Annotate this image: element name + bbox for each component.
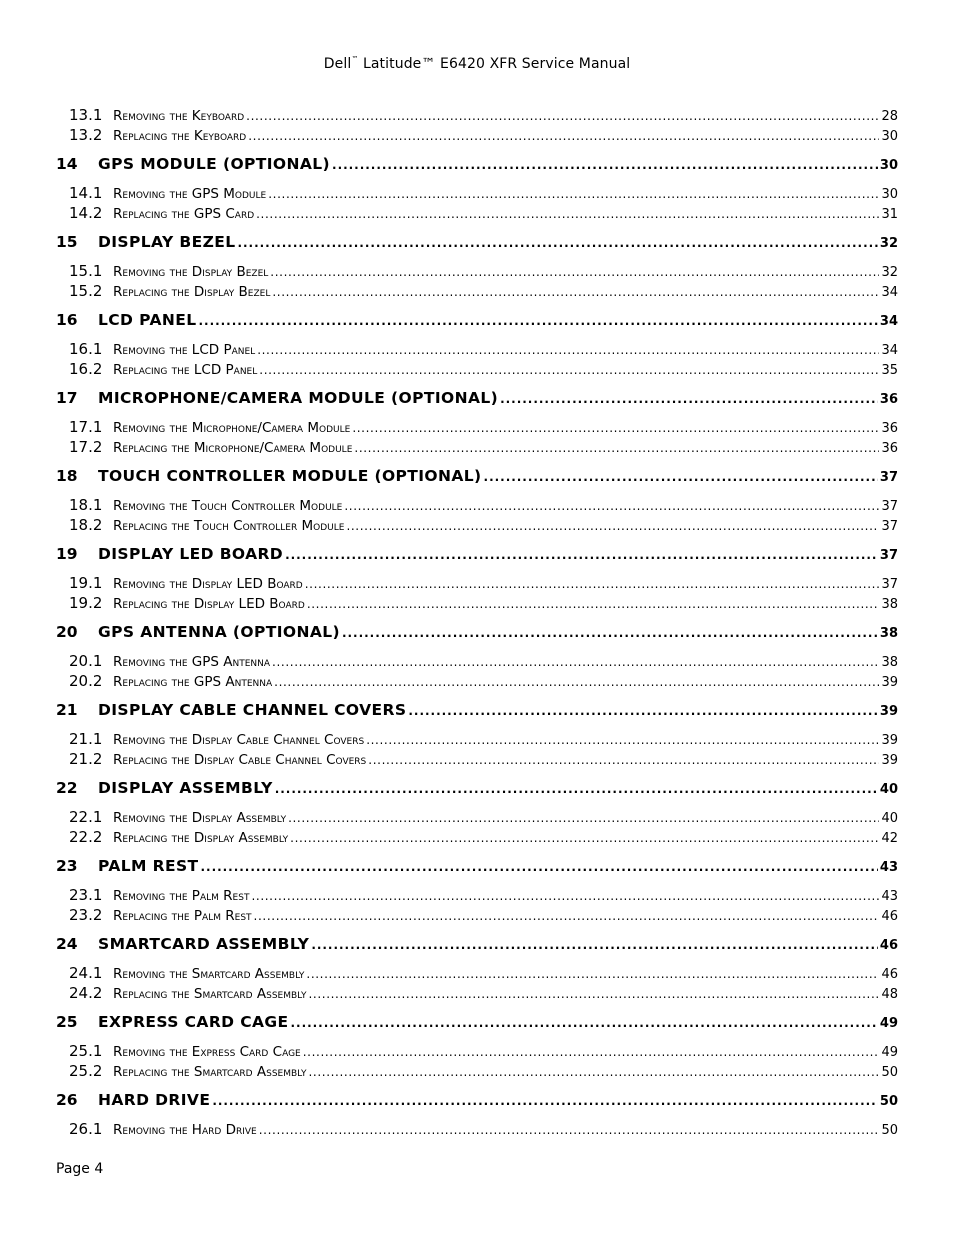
- toc-entry-title: Replacing the Microphone/Camera Module: [113, 440, 353, 456]
- toc-entry-page: 32: [879, 236, 898, 251]
- toc-section-entry[interactable]: [56, 360, 898, 380]
- toc-entry-page: 30: [879, 158, 898, 173]
- toc-chapter-entry[interactable]: [56, 779, 898, 801]
- toc-dot-leader: [256, 207, 879, 221]
- toc-section-entry[interactable]: [56, 184, 898, 204]
- toc-section-entry[interactable]: [56, 828, 898, 848]
- toc-dot-leader: [274, 675, 879, 689]
- page-header: [0, 55, 954, 72]
- toc-entry-number: 16.2: [69, 360, 103, 378]
- toc-entry-page: 46: [879, 938, 898, 953]
- toc-dot-leader: [303, 1045, 880, 1059]
- toc-entry-number: 14.2: [69, 204, 103, 222]
- toc-entry-page: 38: [881, 597, 898, 612]
- toc-entry-page: 39: [881, 753, 898, 768]
- toc-chapter-entry[interactable]: [56, 1013, 898, 1035]
- toc-entry-title: DISPLAY ASSEMBLY: [98, 779, 273, 797]
- toc-entry-page: 49: [879, 1016, 898, 1031]
- toc-dot-leader: [275, 782, 878, 796]
- toc-entry-page: 50: [881, 1065, 898, 1080]
- toc-dot-leader: [352, 421, 879, 435]
- toc-entry-title: Removing the Display Bezel: [113, 264, 269, 280]
- toc-section-entry[interactable]: [56, 964, 898, 984]
- toc-dot-leader: [368, 753, 879, 767]
- header-brand: Dell: [323, 56, 352, 72]
- toc-section-entry[interactable]: [56, 282, 898, 302]
- toc-entry-number: 20.1: [69, 652, 103, 670]
- toc-entry-title: DISPLAY CABLE CHANNEL COVERS: [98, 701, 407, 719]
- toc-entry-number: 26: [56, 1091, 78, 1109]
- toc-dot-leader: [354, 441, 879, 455]
- toc-entry-number: 22: [56, 779, 78, 797]
- toc-entry-number: 21.1: [69, 730, 103, 748]
- toc-section-entry[interactable]: [56, 984, 898, 1004]
- toc-entry-number: 17.2: [69, 438, 103, 456]
- toc-entry-number: 13.1: [69, 106, 103, 124]
- toc-entry-page: 43: [879, 860, 898, 875]
- toc-entry-page: 42: [881, 831, 898, 846]
- table-of-contents: [56, 106, 898, 1140]
- toc-entry-number: 20: [56, 623, 78, 641]
- toc-entry-title: DISPLAY BEZEL: [98, 233, 236, 251]
- toc-entry-number: 18: [56, 467, 78, 485]
- toc-entry-title: EXPRESS CARD CAGE: [98, 1013, 289, 1031]
- toc-entry-page: 37: [881, 499, 898, 514]
- toc-dot-leader: [500, 392, 878, 406]
- toc-entry-page: 30: [881, 187, 898, 202]
- page-footer: [56, 1161, 103, 1177]
- toc-entry-page: 50: [881, 1123, 898, 1138]
- toc-entry-title: GPS MODULE (OPTIONAL): [98, 155, 331, 173]
- toc-entry-number: 22.1: [69, 808, 103, 826]
- toc-dot-leader: [237, 236, 877, 250]
- toc-entry-number: 26.1: [69, 1120, 103, 1138]
- toc-entry-title: Replacing the Smartcard Assembly: [113, 986, 307, 1002]
- toc-entry-page: 39: [879, 704, 898, 719]
- toc-dot-leader: [270, 265, 879, 279]
- toc-entry-title: Replacing the Keyboard: [113, 128, 247, 144]
- toc-entry-number: 15.2: [69, 282, 103, 300]
- toc-entry-page: 38: [879, 626, 898, 641]
- toc-entry-page: 46: [881, 967, 898, 982]
- toc-dot-leader: [408, 704, 878, 718]
- toc-chapter-entry[interactable]: [56, 857, 898, 879]
- toc-entry-page: 31: [881, 207, 898, 222]
- toc-dot-leader: [246, 109, 879, 123]
- toc-dot-leader: [305, 577, 880, 591]
- toc-dot-leader: [288, 811, 879, 825]
- toc-chapter-entry[interactable]: [56, 389, 898, 411]
- toc-entry-title: Removing the Display Cable Channel Covers: [113, 732, 365, 748]
- toc-section-entry[interactable]: [56, 594, 898, 614]
- toc-entry-number: 24.1: [69, 964, 103, 982]
- toc-entry-number: 18.2: [69, 516, 103, 534]
- toc-entry-page: 48: [881, 987, 898, 1002]
- toc-entry-title: Replacing the Smartcard Assembly: [113, 1064, 307, 1080]
- toc-entry-title: Removing the Keyboard: [113, 108, 245, 124]
- toc-entry-number: 19.1: [69, 574, 103, 592]
- toc-entry-page: 37: [879, 548, 898, 563]
- toc-section-entry[interactable]: [56, 750, 898, 770]
- toc-section-entry[interactable]: [56, 516, 898, 536]
- toc-entry-number: 14.1: [69, 184, 103, 202]
- toc-section-entry[interactable]: [56, 496, 898, 516]
- toc-entry-title: HARD DRIVE: [98, 1091, 211, 1109]
- toc-entry-number: 25.2: [69, 1062, 103, 1080]
- toc-entry-number: 21: [56, 701, 78, 719]
- toc-entry-title: Replacing the Display LED Board: [113, 596, 305, 612]
- toc-entry-title: Removing the Palm Rest: [113, 888, 250, 904]
- toc-entry-number: 17: [56, 389, 78, 407]
- toc-entry-title: Removing the Smartcard Assembly: [113, 966, 305, 982]
- toc-entry-number: 13.2: [69, 126, 103, 144]
- toc-entry-number: 17.1: [69, 418, 103, 436]
- toc-dot-leader: [251, 889, 879, 903]
- toc-dot-leader: [344, 499, 879, 513]
- toc-entry-title: Replacing the Touch Controller Module: [113, 518, 345, 534]
- toc-dot-leader: [366, 733, 879, 747]
- toc-entry-page: 36: [881, 441, 898, 456]
- toc-dot-leader: [259, 1123, 880, 1137]
- toc-section-entry[interactable]: [56, 886, 898, 906]
- toc-entry-page: 36: [879, 392, 898, 407]
- toc-entry-page: 43: [881, 889, 898, 904]
- toc-chapter-entry[interactable]: [56, 545, 898, 567]
- toc-entry-page: 34: [881, 285, 898, 300]
- toc-chapter-entry[interactable]: [56, 233, 898, 255]
- toc-entry-page: 39: [881, 733, 898, 748]
- toc-section-entry[interactable]: [56, 1120, 898, 1140]
- toc-entry-number: 18.1: [69, 496, 103, 514]
- toc-entry-number: 16: [56, 311, 78, 329]
- toc-entry-number: 24.2: [69, 984, 103, 1002]
- toc-dot-leader: [257, 343, 879, 357]
- toc-dot-leader: [332, 158, 878, 172]
- toc-entry-page: 35: [881, 363, 898, 378]
- page-number: Page 4: [56, 1161, 104, 1177]
- toc-entry-title: Replacing the Display Cable Channel Covers: [113, 752, 367, 768]
- toc-entry-title: Removing the LCD Panel: [113, 342, 256, 358]
- toc-section-entry[interactable]: [56, 126, 898, 146]
- toc-section-entry[interactable]: [56, 652, 898, 672]
- toc-section-entry[interactable]: [56, 106, 898, 126]
- toc-entry-number: 21.2: [69, 750, 103, 768]
- toc-section-entry[interactable]: [56, 438, 898, 458]
- toc-section-entry[interactable]: [56, 340, 898, 360]
- toc-entry-number: 22.2: [69, 828, 103, 846]
- toc-dot-leader: [484, 470, 878, 484]
- toc-entry-number: 15.1: [69, 262, 103, 280]
- toc-entry-page: 49: [881, 1045, 898, 1060]
- toc-section-entry[interactable]: [56, 262, 898, 282]
- toc-entry-number: 25.1: [69, 1042, 103, 1060]
- toc-entry-page: 37: [881, 577, 898, 592]
- toc-chapter-entry[interactable]: [56, 467, 898, 489]
- toc-entry-title: DISPLAY LED BOARD: [98, 545, 284, 563]
- toc-section-entry[interactable]: [56, 672, 898, 692]
- toc-entry-title: Removing the Microphone/Camera Module: [113, 420, 351, 436]
- toc-entry-title: Removing the Display LED Board: [113, 576, 303, 592]
- toc-dot-leader: [272, 285, 879, 299]
- toc-entry-page: 28: [881, 109, 898, 124]
- toc-entry-title: TOUCH CONTROLLER MODULE (OPTIONAL): [98, 467, 482, 485]
- toc-dot-leader: [291, 1016, 878, 1030]
- toc-entry-title: Replacing the LCD Panel: [113, 362, 258, 378]
- toc-dot-leader: [248, 129, 879, 143]
- toc-dot-leader: [306, 967, 879, 981]
- toc-dot-leader: [268, 187, 879, 201]
- toc-entry-number: 24: [56, 935, 78, 953]
- toc-entry-title: LCD PANEL: [98, 311, 197, 329]
- toc-section-entry[interactable]: [56, 808, 898, 828]
- toc-entry-page: 46: [881, 909, 898, 924]
- toc-chapter-entry[interactable]: [56, 623, 898, 645]
- toc-dot-leader: [290, 831, 879, 845]
- toc-dot-leader: [308, 1065, 879, 1079]
- toc-entry-page: 36: [881, 421, 898, 436]
- toc-entry-page: 40: [879, 782, 898, 797]
- toc-section-entry[interactable]: [56, 730, 898, 750]
- toc-dot-leader: [342, 626, 878, 640]
- toc-entry-title: Replacing the Palm Rest: [113, 908, 252, 924]
- trademark-mark: ™: [351, 55, 359, 63]
- toc-dot-leader: [201, 860, 878, 874]
- toc-entry-title: Replacing the GPS Card: [113, 206, 255, 222]
- toc-entry-number: 16.1: [69, 340, 103, 358]
- toc-entry-title: Removing the Hard Drive: [113, 1122, 257, 1138]
- header-title: Latitude™ E6420 XFR Service Manual: [358, 56, 631, 72]
- toc-chapter-entry[interactable]: [56, 155, 898, 177]
- toc-dot-leader: [346, 519, 879, 533]
- toc-section-entry[interactable]: [56, 906, 898, 926]
- toc-entry-page: 40: [881, 811, 898, 826]
- toc-section-entry[interactable]: [56, 418, 898, 438]
- toc-entry-title: Replacing the Display Bezel: [113, 284, 271, 300]
- toc-dot-leader: [308, 987, 879, 1001]
- toc-dot-leader: [307, 597, 880, 611]
- toc-entry-page: 34: [879, 314, 898, 329]
- toc-entry-number: 19.2: [69, 594, 103, 612]
- toc-entry-title: Removing the Express Card Cage: [113, 1044, 301, 1060]
- toc-entry-page: 32: [881, 265, 898, 280]
- toc-entry-number: 23.1: [69, 886, 103, 904]
- toc-entry-number: 23: [56, 857, 78, 875]
- toc-entry-number: 20.2: [69, 672, 103, 690]
- toc-entry-title: PALM REST: [98, 857, 199, 875]
- toc-chapter-entry[interactable]: [56, 935, 898, 957]
- toc-entry-page: 37: [881, 519, 898, 534]
- toc-entry-title: Replacing the Display Assembly: [113, 830, 289, 846]
- toc-entry-title: MICROPHONE/CAMERA MODULE (OPTIONAL): [98, 389, 499, 407]
- toc-entry-number: 19: [56, 545, 78, 563]
- toc-dot-leader: [311, 938, 878, 952]
- toc-entry-number: 23.2: [69, 906, 103, 924]
- toc-entry-number: 15: [56, 233, 78, 251]
- toc-section-entry[interactable]: [56, 1062, 898, 1082]
- toc-entry-title: Removing the GPS Antenna: [113, 654, 271, 670]
- toc-dot-leader: [199, 314, 878, 328]
- toc-section-entry[interactable]: [56, 1042, 898, 1062]
- toc-section-entry[interactable]: [56, 204, 898, 224]
- toc-dot-leader: [259, 363, 879, 377]
- toc-entry-number: 14: [56, 155, 78, 173]
- toc-entry-page: 50: [879, 1094, 898, 1109]
- toc-entry-page: 37: [879, 470, 898, 485]
- toc-section-entry[interactable]: [56, 574, 898, 594]
- toc-entry-page: 38: [881, 655, 898, 670]
- toc-dot-leader: [212, 1094, 878, 1108]
- toc-chapter-entry[interactable]: [56, 1091, 898, 1113]
- toc-entry-title: Removing the GPS Module: [113, 186, 267, 202]
- toc-dot-leader: [285, 548, 878, 562]
- toc-entry-page: 30: [881, 129, 898, 144]
- toc-entry-title: Replacing the GPS Antenna: [113, 674, 273, 690]
- toc-chapter-entry[interactable]: [56, 701, 898, 723]
- toc-dot-leader: [254, 909, 880, 923]
- toc-entry-title: SMARTCARD ASSEMBLY: [98, 935, 310, 953]
- toc-entry-number: 25: [56, 1013, 78, 1031]
- toc-entry-title: Removing the Touch Controller Module: [113, 498, 343, 514]
- toc-dot-leader: [272, 655, 879, 669]
- toc-entry-page: 39: [881, 675, 898, 690]
- toc-entry-page: 34: [881, 343, 898, 358]
- toc-entry-title: Removing the Display Assembly: [113, 810, 287, 826]
- toc-chapter-entry[interactable]: [56, 311, 898, 333]
- toc-entry-title: GPS ANTENNA (OPTIONAL): [98, 623, 340, 641]
